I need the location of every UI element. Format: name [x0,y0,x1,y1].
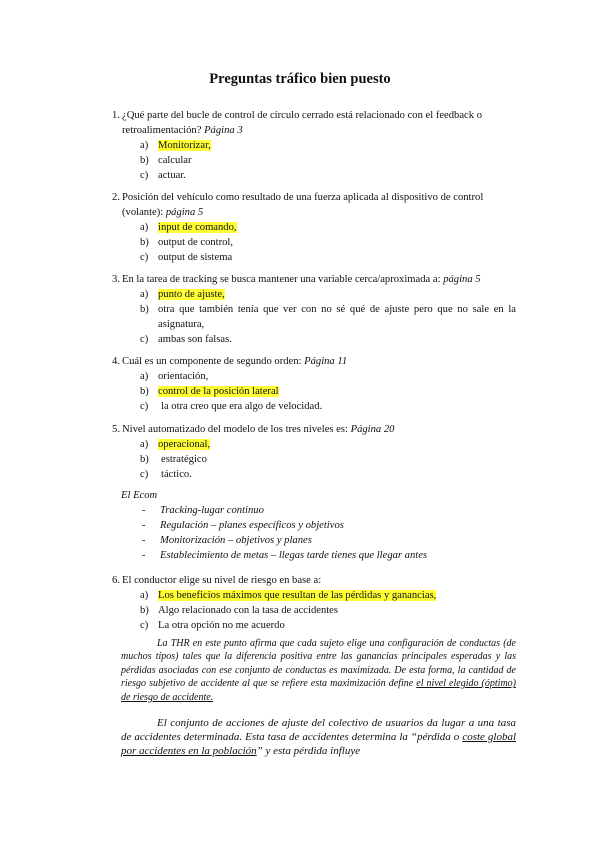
question-6 [104,573,516,588]
question-text: Nivel automatizado del modelo de los tres niveles es: [122,424,348,435]
question-text: En la tarea de tracking se busca mantener una variable cerca/aproximada a: [122,274,441,285]
page-title: Preguntas tráfico bien puesto [209,71,391,87]
page-reference: Página 3 [204,125,243,136]
underlined-phrase: el nivel elegido (óptimo) de riesgo de accidente. [121,678,517,703]
underlined-phrase: coste global por accidentes en la población [121,731,517,757]
page-reference: página 5 [165,207,204,218]
document-page: Preguntas tráfico bien puesto 1. ¿Qué parte del bucle de control de círculo cerrado está relacionado con el feedback o retroalimentación? Página 3 a) Monitorizar, b) calcular c) actuar. 2. Posición del vehículo como resultado de una fuerza aplicada al dispositivo de control (volante): página 5 a) input de comando, b) output de control, c) output de sistema 3. En la tarea de tracking se busca mantener una variable cerca/aproximada a: página 5 a) punto de ajuste, b) otra que también tenía que ver con no sé qué de ajuste pero que no sale en la asignatura, c) ambas son falsas. 4. Cuál es un componente de segundo orden: Página 11 a) orientación, b) control de la posición lateral c) la otra creo que era algo de velocidad. 5. Nivel automatizado del modelo de los tres niveles es: Página 20 a) operacional, b) estratégico c) táctico. El Ecom - Tracking-lugar continuo - Regulación – planes específicos y objetivos - Monitorización – objetivos y planes - Establecimiento de metas – llegas tarde tienes que llegar antes 6. El conductor elige su nivel de riesgo en base a: a) Los beneficios máximos que resultan de las pérdidas y ganancias, b) Algo relacionado con la tasa de accidentes c) La otra opción no me acuerdo La THR en este punto afirma que cada sujeto elige una configuración de conductas (de muchos tipos) tales que la diferencia positiva entre las ganancias principales esperadas y las pérdidas asociadas con ese conjunto de conductas es maximizada. De esta forma, la cantidad de riesgo subjetivo de accidente al que se refiere esta maximización define el nivel elegido (óptimo) de riesgo de accidente. El conjunto de acciones de ajuste del colectivo de usuarios da lugar a una tasa de accidentes determinada. Esta tasa de accidentes determina la “pérdida o coste global por accidentes en la población” y esta pérdida influye [0,0,600,848]
question-text: Cuál es un componente de segundo orden: [122,356,302,367]
page-reference: página 5 [443,274,481,285]
question-text: ¿Qué parte del bucle de control de círculo cerrado está relacionado con el feedback o retroalimentación? [122,110,483,136]
highlighted-answer: operacional, [158,439,211,450]
question-3 [104,272,516,287]
question-number: 2. [112,192,120,203]
thr-paragraph: La THR en este punto afirma que cada sujeto elige una configuración de conductas (de muchos tipos) tales que la diferencia positiva entre las ganancias principales esperadas y las pérdidas asociadas con ese conjunto de conductas es maximizada. De esta forma, la cantidad de riesgo subjetivo de accidente al que se refiere esta maximización define el nivel elegido (óptimo) de riesgo de accidente. [121,638,517,703]
highlighted-answer: Monitorizar, [158,140,211,151]
question-text: Posición del vehículo como resultado de una fuerza aplicada al dispositivo de control (volante): [122,192,484,218]
question-1 [104,108,516,138]
question-number: 5. [112,424,120,435]
question-5 [104,422,516,437]
question-number: 6. [112,575,120,586]
question-number: 4. [112,356,120,367]
question-text: El conductor elige su nivel de riesgo en base a: [122,575,322,586]
page-reference: Página 11 [304,356,348,367]
ecom-heading: El Ecom [121,490,158,501]
page-reference: Página 20 [350,424,395,435]
question-number: 3. [112,274,120,285]
highlighted-answer: control de la posición lateral [158,386,279,397]
question-4 [104,354,516,369]
highlighted-answer: punto de ajuste, [158,289,225,300]
question-number: 1. [112,110,120,121]
accident-rate-paragraph: El conjunto de acciones de ajuste del colectivo de usuarios da lugar a una tasa de accidentes determinada. Esta tasa de accidentes determina la “pérdida o coste global por accidentes en la población” y esta pérdida influye [121,717,517,757]
highlighted-answer: input de comando, [158,222,237,233]
question-2 [104,190,516,220]
highlighted-answer: Los beneficios máximos que resultan de las pérdidas y ganancias, [158,590,437,601]
